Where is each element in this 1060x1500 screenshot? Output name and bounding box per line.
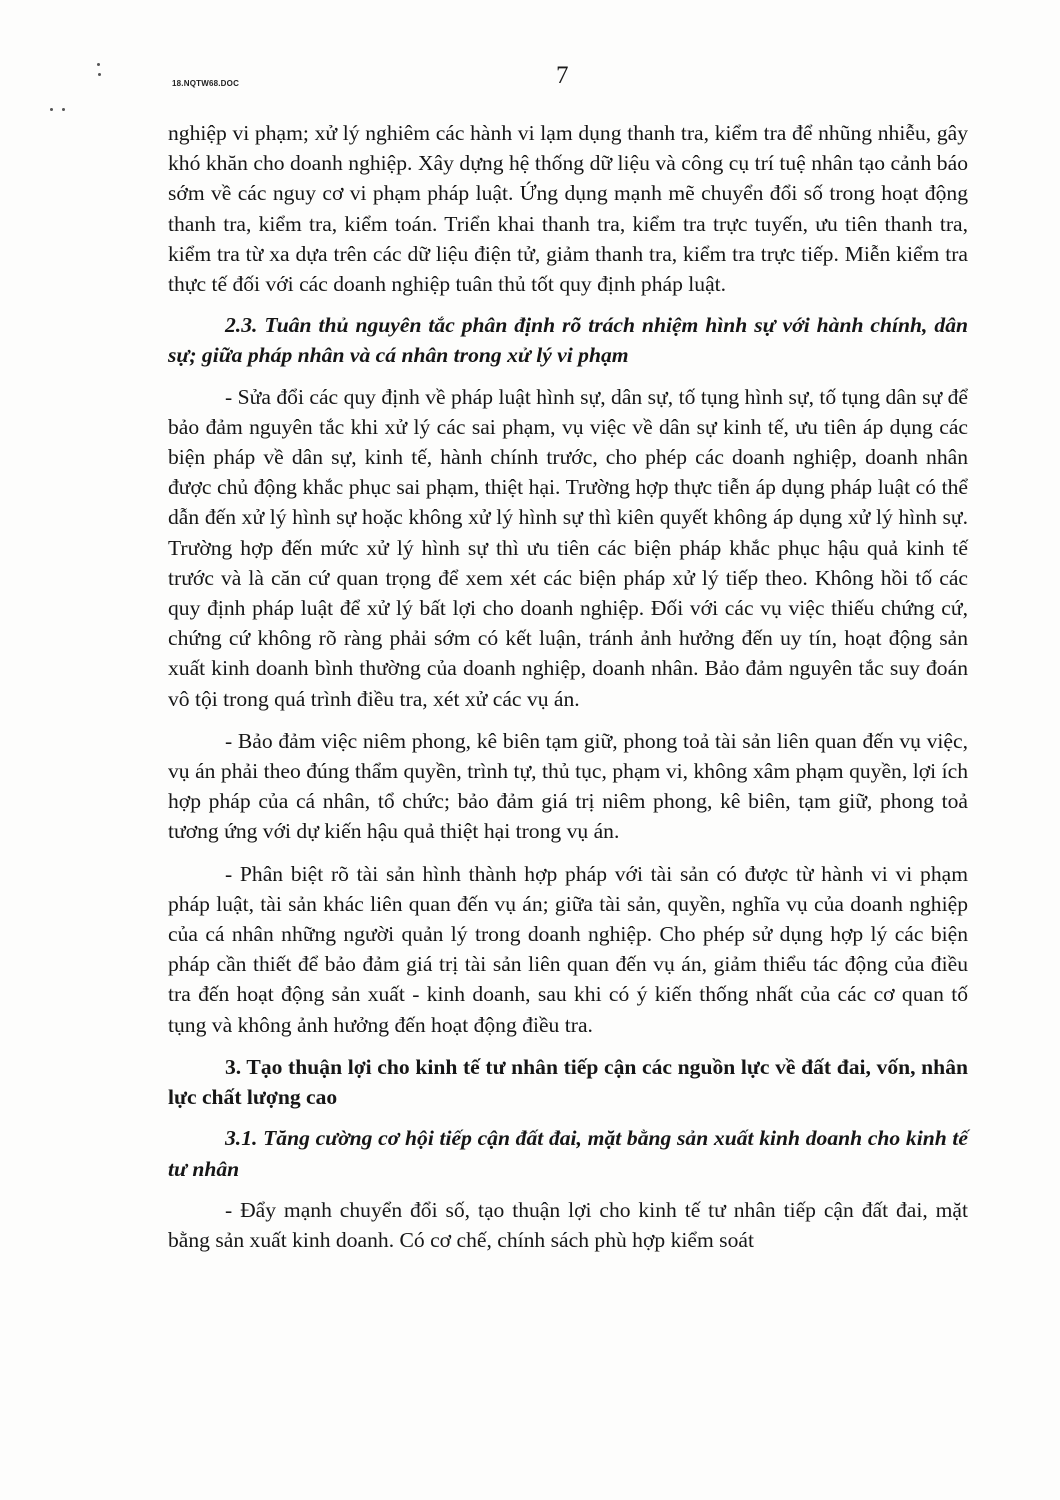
paragraph: - Phân biệt rõ tài sản hình thành hợp pháp với tài sản có được từ hành vi vi phạm pháp luật, tài sản khác liên quan đến vụ án; giữa tài sản, quyền, nghĩa vụ của doanh nghiệp của cá nhân những người quản lý trong doanh nghiệp. Cho phép sử dụng hợp lý các biện pháp cần thiết để bảo đảm giá trị tài sản liên quan đến vụ án, giảm thiểu tác động của điều tra đến hoạt động sản xuất - kinh doanh, sau khi có ý kiến thống nhất của các cơ quan tố tụng và không ảnh hưởng đến hoạt động điều tra. [168,861,968,1037]
paragraph: - Bảo đảm việc niêm phong, kê biên tạm giữ, phong toả tài sản liên quan đến vụ việc, vụ án phải theo đúng thẩm quyền, trình tự, thủ tục, phạm vi, không xâm phạm quyền, lợi ích hợp pháp của cá nhân, tổ chức; bảo đảm giá trị niêm phong, kê biên, tạm giữ, phong toả tương ứng với dự kiến hậu quả thiệt hại trong vụ án. [168,728,968,844]
scan-mark [98,73,101,76]
scan-mark [62,108,65,111]
paragraph: - Sửa đổi các quy định về pháp luật hình sự, dân sự, tố tụng hình sự, tố tụng dân sự để bảo đảm nguyên tắc khi xử lý các sai phạm, vụ việc về dân sự kinh tế, ưu tiên áp dụng các biện pháp về dân sự, kinh tế, hành chính trước, cho phép các doanh nghiệp, doanh nhân được chủ động khắc phục sai phạm, thiệt hại. Trường hợp thực tiễn áp dụng pháp luật có thể dẫn đến xử lý hình sự hoặc không xử lý hình sự thì kiên quyết không áp dụng xử lý hình sự. Trường hợp đến mức xử lý hình sự thì ưu tiên các biện pháp khắc phục hậu quả kinh tế trước và là căn cứ quan trọng để xem xét các biện pháp xử lý tiếp theo. Không hồi tố các quy định pháp luật để xử lý bất lợi cho doanh nghiệp. Đối với các vụ việc thiếu chứng cứ, chứng cứ không rõ ràng phải sớm có kết luận, tránh ảnh hưởng đến uy tín, hoạt động sản xuất kinh doanh bình thường của doanh nghiệp, doanh nhân. Bảo đảm nguyên tắc suy đoán vô tội trong quá trình điều tra, xét xử các vụ án. [168,384,968,711]
document-body [168,118,968,1255]
section-heading-3-1: 3.1. Tăng cường cơ hội tiếp cận đất đai, mặt bằng sản xuất kinh doanh cho kinh tế tư nhân [168,1126,968,1181]
paragraph: - Đẩy mạnh chuyển đổi số, tạo thuận lợi cho kinh tế tư nhân tiếp cận đất đai, mặt bằng sản xuất kinh doanh. Có cơ chế, chính sách phù hợp kiểm soát [168,1197,968,1252]
section-heading-2-3: 2.3. Tuân thủ nguyên tắc phân định rõ trách nhiệm hình sự với hành chính, dân sự; giữa pháp nhân và cá nhân trong xử lý vi phạm [168,313,968,368]
scan-mark [97,63,100,66]
scan-mark [50,108,53,111]
page-number: 7 [556,62,569,89]
section-heading-3: 3. Tạo thuận lợi cho kinh tế tư nhân tiếp cận các nguồn lực về đất đai, vốn, nhân lực chất lượng cao [168,1054,968,1110]
paragraph-continued: nghiệp vi phạm; xử lý nghiêm các hành vi lạm dụng thanh tra, kiểm tra để nhũng nhiễu, gây khó khăn cho doanh nghiệp. Xây dựng hệ thống dữ liệu và công cụ trí tuệ nhân tạo cảnh báo sớm về các nguy cơ vi phạm pháp luật. Ứng dụng mạnh mẽ chuyển đổi số trong hoạt động thanh tra, kiểm tra, kiểm toán. Triển khai thanh tra, kiểm tra trực tuyến, ưu tiên thanh tra, kiểm tra từ xa dựa trên các dữ liệu điện tử, giảm thanh tra, kiểm tra trực tiếp. Miễn kiểm tra thực tế đối với các doanh nghiệp tuân thủ tốt quy định pháp luật. [168,121,968,297]
file-name-label: 18.NQTW68.DOC [172,79,240,88]
